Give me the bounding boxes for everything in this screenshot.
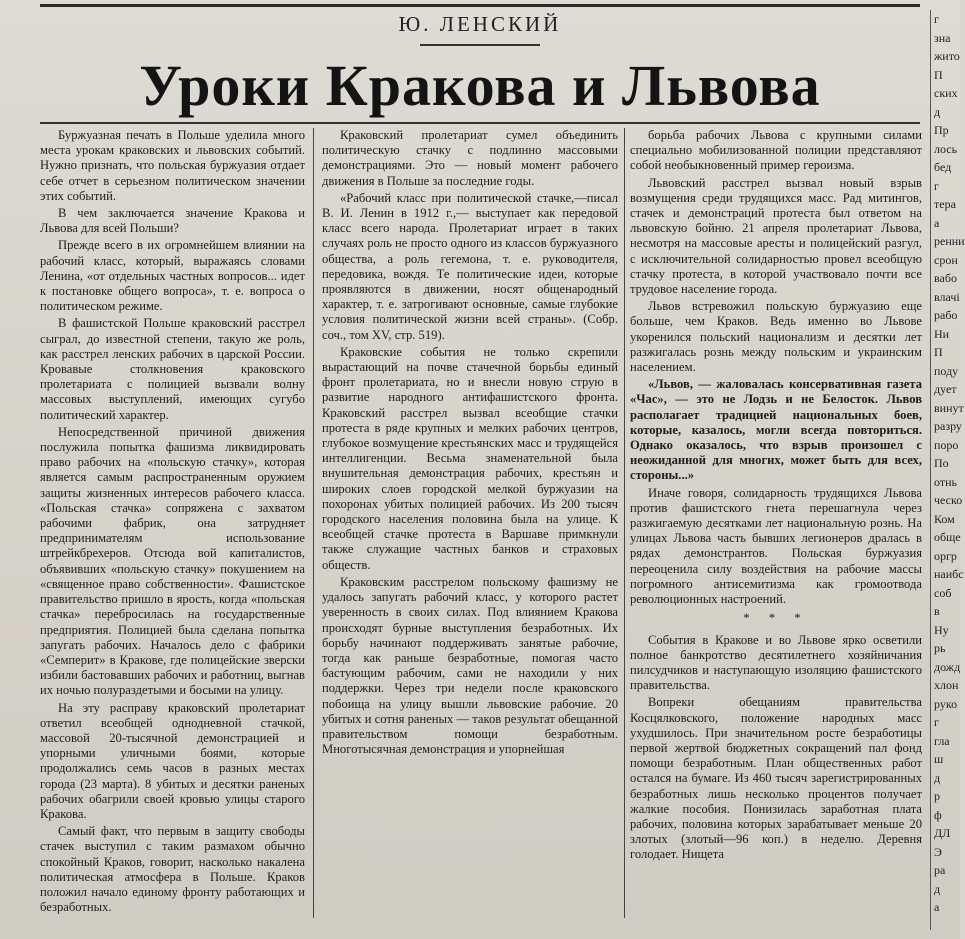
fragment-line: д bbox=[934, 770, 941, 785]
fragment-line: дует bbox=[934, 382, 957, 396]
paragraph: Иначе говоря, солидарность трудящихся Львова против фашистского гнета перешагнула через разжигаемую десятками лет национальную рознь. На улицах Львова часть бывших легионеров дралась в рядах демонстрантов. Польская буржуазия переоценила силу воздействия на рабочие массы погромного антисемитизма как громоотвода революционных настроений. bbox=[630, 485, 922, 607]
fragment-line: вабо bbox=[934, 271, 957, 285]
fragment-line: Э bbox=[934, 844, 942, 859]
fragment-line: ра bbox=[934, 863, 946, 877]
author-name: Ю. ЛЕНСКИЙ bbox=[398, 12, 562, 36]
fragment-line: срон bbox=[934, 252, 958, 267]
paragraph: Львов встревожил польскую буржуазию еще больше, чем Краков. Ведь именно во Львове укоренился польский национализм и десятки лет разжигалась рознь между польским и украинским населением. bbox=[630, 299, 922, 375]
author-rule bbox=[420, 44, 540, 46]
fragment-line: оргр bbox=[934, 548, 957, 563]
fragment-line: ф bbox=[934, 807, 942, 822]
article-column-1 bbox=[40, 128, 305, 928]
paragraph: В чем заключается значение Кракова и Львова для всей Польши? bbox=[40, 206, 305, 236]
fragment-line: рь bbox=[934, 641, 946, 655]
fragment-line: гла bbox=[934, 733, 950, 748]
headline-rule bbox=[40, 122, 920, 124]
quote-paragraph: «Рабочий класс при политической стачке,—писал В. И. Ленин в 1912 г.,— выступает как передовой класс всего народа. Пролетариат играет в таких случаях роль не просто одного из классов буржуазного общества, а роль гегемона, т. е. руководителя, передовика, вождя. Те политические идеи, которые проявляются в движении, носят общенародный характер, т. е. затрогивают основные, самые глубокие условия политической жизни всей страны». (Собр. соч., том XV, стр. 519). bbox=[322, 190, 618, 342]
article-column-3 bbox=[630, 128, 922, 928]
article-column-2 bbox=[322, 128, 618, 928]
paragraph: Буржуазная печать в Польше уделила много места урокам краковских и львовских событий. Нужно признать, что польская буржуазия отдает себе отчет в серьезном политическом значении этих событий. bbox=[40, 128, 305, 203]
fragment-line: в bbox=[934, 604, 940, 618]
fragment-line: отнь bbox=[934, 474, 957, 489]
paragraph: Прежде всего в их огромнейшем влиянии на рабочий класс, который, выражаясь словами Ленина, «от отдельных частных вопросов... идет к постановке общего вопроса», т. е. вопроса о политическом режиме. bbox=[40, 238, 305, 314]
paragraph: Краковские события не только скрепили вырастающий на почве стачечной борьбы единый фронт пролетариата, но и внесли новую струю в развитие народного антифашистского фронта. Краковский расстрел вызвал всеобщие стачки протеста в ряде крупных и мелких рабочих центров, глубокое возмущение крестьянских масс и трудящейся интеллигенции. Весьма знаменательной была внушительная демонстрация рабочих, крестьян и широких слоев городской мелкой буржуазии на похоронах убитых полицией рабочих. Из 200 тысяч городского населения половина была на улице. К всеобщей стачке протеста в Варшаве примкнули также служащие частных банков и страховых обществ. bbox=[322, 344, 618, 572]
top-rule bbox=[40, 4, 920, 7]
adjacent-column-fragment bbox=[930, 10, 965, 930]
fragment-line: дожд bbox=[934, 659, 961, 674]
paragraph: Львовский расстрел вызвал новый взрыв возмущения среди трудящихся масс. Рад митингов, стачек и демонстраций протеста был ответом на львовскую бойню. 21 апреля пролетариат Львова, несмотря на массовые аресты и полицейский разгул, с исключительной солидарностью провел всеобщую стачку протеста, в которой участвовало почти все трудовое население города. bbox=[630, 175, 922, 297]
fragment-line: наибс bbox=[934, 567, 964, 581]
paragraph: Непосредственной причиной движения послужила попытка фашизма ликвидировать право рабочих на «польскую стачку», которая является самым распространенным оружием защиты жизненных интересов рабочего класса. «Польская стачка» сопряжена с захватом рабочими фабрик, она затрудняет предпринимателям использование штрейкбрехеров. Отсюда вой капиталистов, объявивших «польскую стачку» покушением на «священное право собственности». Фашистское правительство пришло в ярость, когда «польская стачка» перебросилась на государственные предприятия. Полицией была сделана попытка запугать рабочих. Началось дело с фабрики «Семперит» в Кракове, где полицейские зверски избили бастовавших рабочих и работниц, выгнав их ночью полураздетыми и босыми на улицу. bbox=[40, 424, 305, 698]
fragment-line: а bbox=[934, 215, 940, 230]
fragment-line: г bbox=[934, 12, 939, 26]
fragment-line: ческо bbox=[934, 493, 963, 507]
fragment-line: П bbox=[934, 67, 943, 82]
fragment-line: лось bbox=[934, 141, 958, 156]
column-divider bbox=[624, 128, 625, 918]
paragraph: Краковским расстрелом польскому фашизму не удалось запугать рабочий класс, у которого растет уверенность в своих силах. Под влиянием Кракова происходят бурные выступления безработных. Их борьбу начинают поддерживать занятые рабочие, тогда как раньше безработные, помогая часто бастующим рабочим, сами не находили у них поддержки. Через три недели после краковского побоища на улицу вышли львовские рабочие. 20 убитых и сотня раненых — таков результат обещанной правительством помощи безработным. Многотысячная демонстрация и упорнейшая bbox=[322, 574, 618, 757]
headline: Уроки Кракова и Львова bbox=[139, 53, 821, 118]
paragraph: Самый факт, что первым в защиту свободы стачек выступил с таким размахом обычно спокойный Краков, говорит, насколько накалена политическая атмосфера в Польше. Краков положил начало единому фронту работающих и безработных. bbox=[40, 824, 305, 915]
fragment-line: г bbox=[934, 715, 939, 729]
section-separator: * * * bbox=[743, 611, 809, 626]
fragment-line: г bbox=[934, 178, 939, 193]
fragment-line: влачі bbox=[934, 289, 960, 304]
fragment-line: д bbox=[934, 104, 941, 119]
fragment-line: ДЛ bbox=[934, 826, 951, 840]
fragment-line: жито bbox=[934, 49, 960, 63]
paragraph: борьба рабочих Львова с крупными силами специально мобилизованной полиции представляют собой необыкновенный пример героизма. bbox=[630, 128, 922, 173]
fragment-line: зна bbox=[934, 30, 951, 45]
fragment-line: тера bbox=[934, 197, 956, 211]
fragment-line: д bbox=[934, 881, 941, 896]
fragment-line: Ком bbox=[934, 511, 955, 526]
fragment-line: рабо bbox=[934, 308, 958, 322]
fragment-line: ренни bbox=[934, 234, 965, 248]
fragment-line: р bbox=[934, 789, 940, 803]
fragment-line: бед bbox=[934, 160, 952, 174]
fragment-line: Пр bbox=[934, 123, 949, 137]
fragment-line: соб bbox=[934, 585, 952, 600]
fragment-line: ских bbox=[934, 86, 958, 100]
paragraph: На эту расправу краковский пролетариат ответил всеобщей однодневной стачкой, массовой 20-тысячной демонстрацией и упорными уличными боями, которые продолжались семь часов в разных местах города (23 марта). 8 убитых и десятки раненых рабочих обагрили своей кровью улицы старого Кракова. bbox=[40, 700, 305, 821]
fragment-line: разру bbox=[934, 419, 962, 433]
fragment-line: Ни bbox=[934, 326, 950, 341]
fragment-line: поду bbox=[934, 363, 959, 378]
fragment-line: По bbox=[934, 456, 949, 470]
fragment-line: руко bbox=[934, 696, 958, 711]
column-divider bbox=[313, 128, 314, 918]
fragment-line: ш bbox=[934, 752, 944, 766]
fragment-line: винут bbox=[934, 400, 964, 415]
fragment-line: обще bbox=[934, 530, 961, 544]
fragment-line: хлон bbox=[934, 678, 959, 692]
fragment-line: Ну bbox=[934, 622, 949, 637]
quote-paragraph-bold: «Львов, — жаловалась консервативная газета «Час», — это не Лодзь и не Белосток. Львов располагает традицией национальных боев, которые, казалось, могли всегда повториться. Однако оказалось, что взрыв произошел с неожиданной для многих, может быть для всех, стороны...» bbox=[630, 377, 922, 483]
fragment-line: П bbox=[934, 345, 943, 359]
paragraph: События в Кракове и во Львове ярко осветили полное банкротство десятилетнего хозяйничания пилсудчиков и наступающую изоляцию фашистского правительства. bbox=[630, 632, 922, 693]
paragraph: Краковский пролетариат сумел объединить политическую стачку с подлинно массовыми демонстрациями. Это — новый момент рабочего движения в Польше за последние годы. bbox=[322, 128, 618, 188]
fragment-line: а bbox=[934, 900, 940, 914]
paragraph: В фашистской Польше краковский расстрел сыграл, до известной степени, такую же роль, как расстрел ленских рабочих в царской России. Кровавые столкновения краковского пролетариата с полицией вызвали волну массовых выступлений, имеющих сугубо политический характер. bbox=[40, 316, 305, 422]
paragraph: Вопреки обещаниям правительства Косцялковского, положение народных масс ухудшилось. При значительном росте безработицы первой жертвой бюджетных сокращений пал фонд помощи безработным. План общественных работ остался на бумаге. Из 460 тысяч зарегистрированных безработных лишь несколько процентов получает жалкие пособия. Понизилась заработная плата рабочих, половина которых зарабатывает меньше 20 злотых (злотый—96 коп.) в неделю. Деревня голодает. Нищета bbox=[630, 695, 922, 862]
fragment-line: поро bbox=[934, 437, 959, 452]
